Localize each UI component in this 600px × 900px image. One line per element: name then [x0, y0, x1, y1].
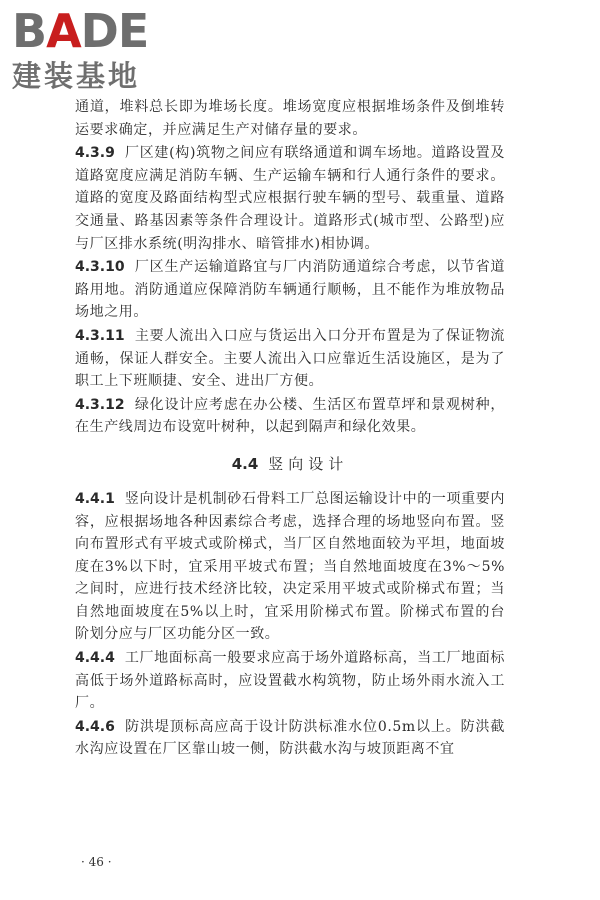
paragraph-continuation: [75, 96, 505, 141]
clause-number: 4.3.12: [75, 396, 125, 413]
clause-number: 4.4.4: [75, 650, 115, 667]
logo-wordmark: [12, 4, 149, 58]
clause-4-4-4: [75, 647, 505, 715]
section-number: 4.4: [231, 454, 259, 473]
page-body: [75, 96, 505, 761]
clause-number: 4.4.6: [75, 718, 115, 735]
logo-letters-de: DE: [80, 4, 149, 58]
clause-4-3-12: [75, 394, 505, 439]
clause-text: 工厂地面标高一般要求应高于场外道路标高，当工厂地面标高低于场外道路标高时，应设置截水构筑物，防止场外雨水流入工厂。: [75, 650, 505, 712]
section-heading: [75, 453, 505, 475]
clause-text: 绿化设计应考虑在办公楼、生活区布置草坪和景观树种，在生产线周边布设宽叶树种，以起到隔声和绿化效果。: [75, 396, 505, 436]
clause-number: 4.3.11: [75, 327, 125, 344]
clause-4-4-6: [75, 716, 505, 761]
page-number: · 46 ·: [81, 855, 112, 869]
paragraph-text: 通道，堆料总长即为堆场长度。堆场宽度应根据堆场条件及倒堆转运要求确定，并应满足生产对储存量的要求。: [75, 99, 505, 138]
logo-letter-a-mark: A: [46, 4, 81, 58]
clause-4-3-11: [75, 325, 505, 393]
logo-subtitle: 建装基地: [12, 59, 141, 93]
clause-number: 4.3.10: [75, 259, 125, 276]
section-title: 竖向设计: [268, 454, 349, 473]
clause-4-3-10: [75, 256, 505, 324]
clause-4-4-1: [75, 488, 505, 646]
clause-number: 4.3.9: [75, 145, 115, 162]
clause-number: 4.4.1: [75, 490, 115, 507]
clause-text: 主要人流出入口应与货运出入口分开布置是为了保证物流通畅，保证人群安全。主要人流出入口应靠近生活设施区，是为了职工上下班顺捷、安全、进出厂方便。: [75, 327, 505, 390]
logo-letter-b: B: [12, 4, 47, 58]
clause-text: 防洪堤顶标高应高于设计防洪标准水位0.5m以上。防洪截水沟应设置在厂区靠山坡一侧，防洪截水沟与坡顶距离不宜: [75, 718, 505, 758]
clause-4-3-9: [75, 142, 505, 255]
clause-text: 厂区建(构)筑物之间应有联络通道和调车场地。道路设置及道路宽度应满足消防车辆、生产运输车辆和行人通行条件的要求。道路的宽度及路面结构型式应根据行驶车辆的型号、载重量、道路交通量、路基因素等条件合理设计。道路形式(城市型、公路型)应与厂区排水系统(明沟排水、暗管排水)相协调。: [75, 145, 505, 252]
clause-text: 厂区生产运输道路宜与厂内消防通道综合考虑，以节省道路用地。消防通道应保障消防车辆通行顺畅，且不能作为堆放物品场地之用。: [75, 259, 505, 321]
clause-text: 竖向设计是机制砂石骨料工厂总图运输设计中的一项重要内容，应根据场地各种因素综合考虑，选择合理的场地竖向布置。竖向布置形式有平坡式或阶梯式，当厂区自然地面较为平坦，地面坡度在3%以下时，宜采用平坡式布置；当自然地面坡度在3%～5%之间时，应进行技术经济比较，决定采用平坡式或阶梯式布置；当自然地面坡度在5%以上时，宜采用阶梯式布置。阶梯式布置的台阶划分应与厂区功能分区一致。: [75, 490, 505, 643]
bade-logo: [12, 6, 172, 96]
